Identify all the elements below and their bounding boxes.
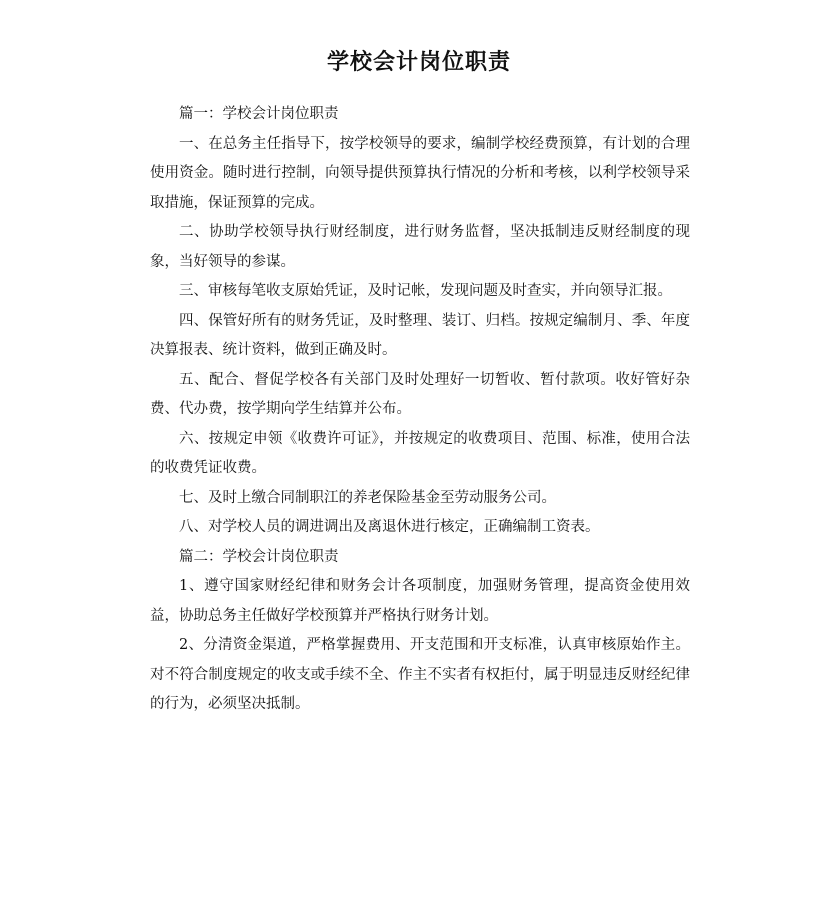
section-heading-1: 篇一：学校会计岗位职责: [179, 106, 339, 122]
document-body: [150, 100, 690, 720]
paragraph: 2、分清资金渠道，严格掌握费用、开支范围和开支标准，认真审核原始作主。对不符合制度规定的收支或手续不全、作主不实者有权拒付，属于明显违反财经纪律的行为，必须坚决抵制。: [150, 637, 690, 712]
paragraph: 八、对学校人员的调进调出及离退休进行核定，正确编制工资表。: [179, 519, 600, 535]
paragraph: 六、按规定申领《收费许可证》，并按规定的收费项目、范围、标准，使用合法的收费凭证收费。: [150, 430, 690, 476]
paragraph: 二、协助学校领导执行财经制度，进行财务监督，坚决抵制违反财经制度的现象，当好领导的参谋。: [150, 224, 690, 270]
paragraph: 一、在总务主任指导下，按学校领导的要求，编制学校经费预算，有计划的合理使用资金。随时进行控制，向领导提供预算执行情况的分析和考核，以利学校领导采取措施，保证预算的完成。: [150, 135, 690, 211]
paragraph: 1、遵守国家财经纪律和财务会计各项制度，加强财务管理，提高资金使用效益，协助总务主任做好学校预算并严格执行财务计划。: [150, 578, 690, 624]
paragraph: 四、保管好所有的财务凭证，及时整理、装订、归档。按规定编制月、季、年度决算报表、统计资料，做到正确及时。: [150, 312, 690, 358]
document-title: 学校会计岗位职责: [326, 50, 511, 75]
section-heading-2: 篇二：学校会计岗位职责: [179, 548, 339, 565]
paragraph: 七、及时上缴合同制职江的养老保险基金至劳动服务公司。: [179, 489, 556, 506]
paragraph: 三、审核每笔收支原始凭证，及时记帐，发现问题及时查实，并向领导汇报。: [179, 283, 672, 299]
paragraph: 五、配合、督促学校各有关部门及时处理好一切暂收、暂付款项。收好管好杂费、代办费，按学期向学生结算并公布。: [150, 371, 690, 417]
